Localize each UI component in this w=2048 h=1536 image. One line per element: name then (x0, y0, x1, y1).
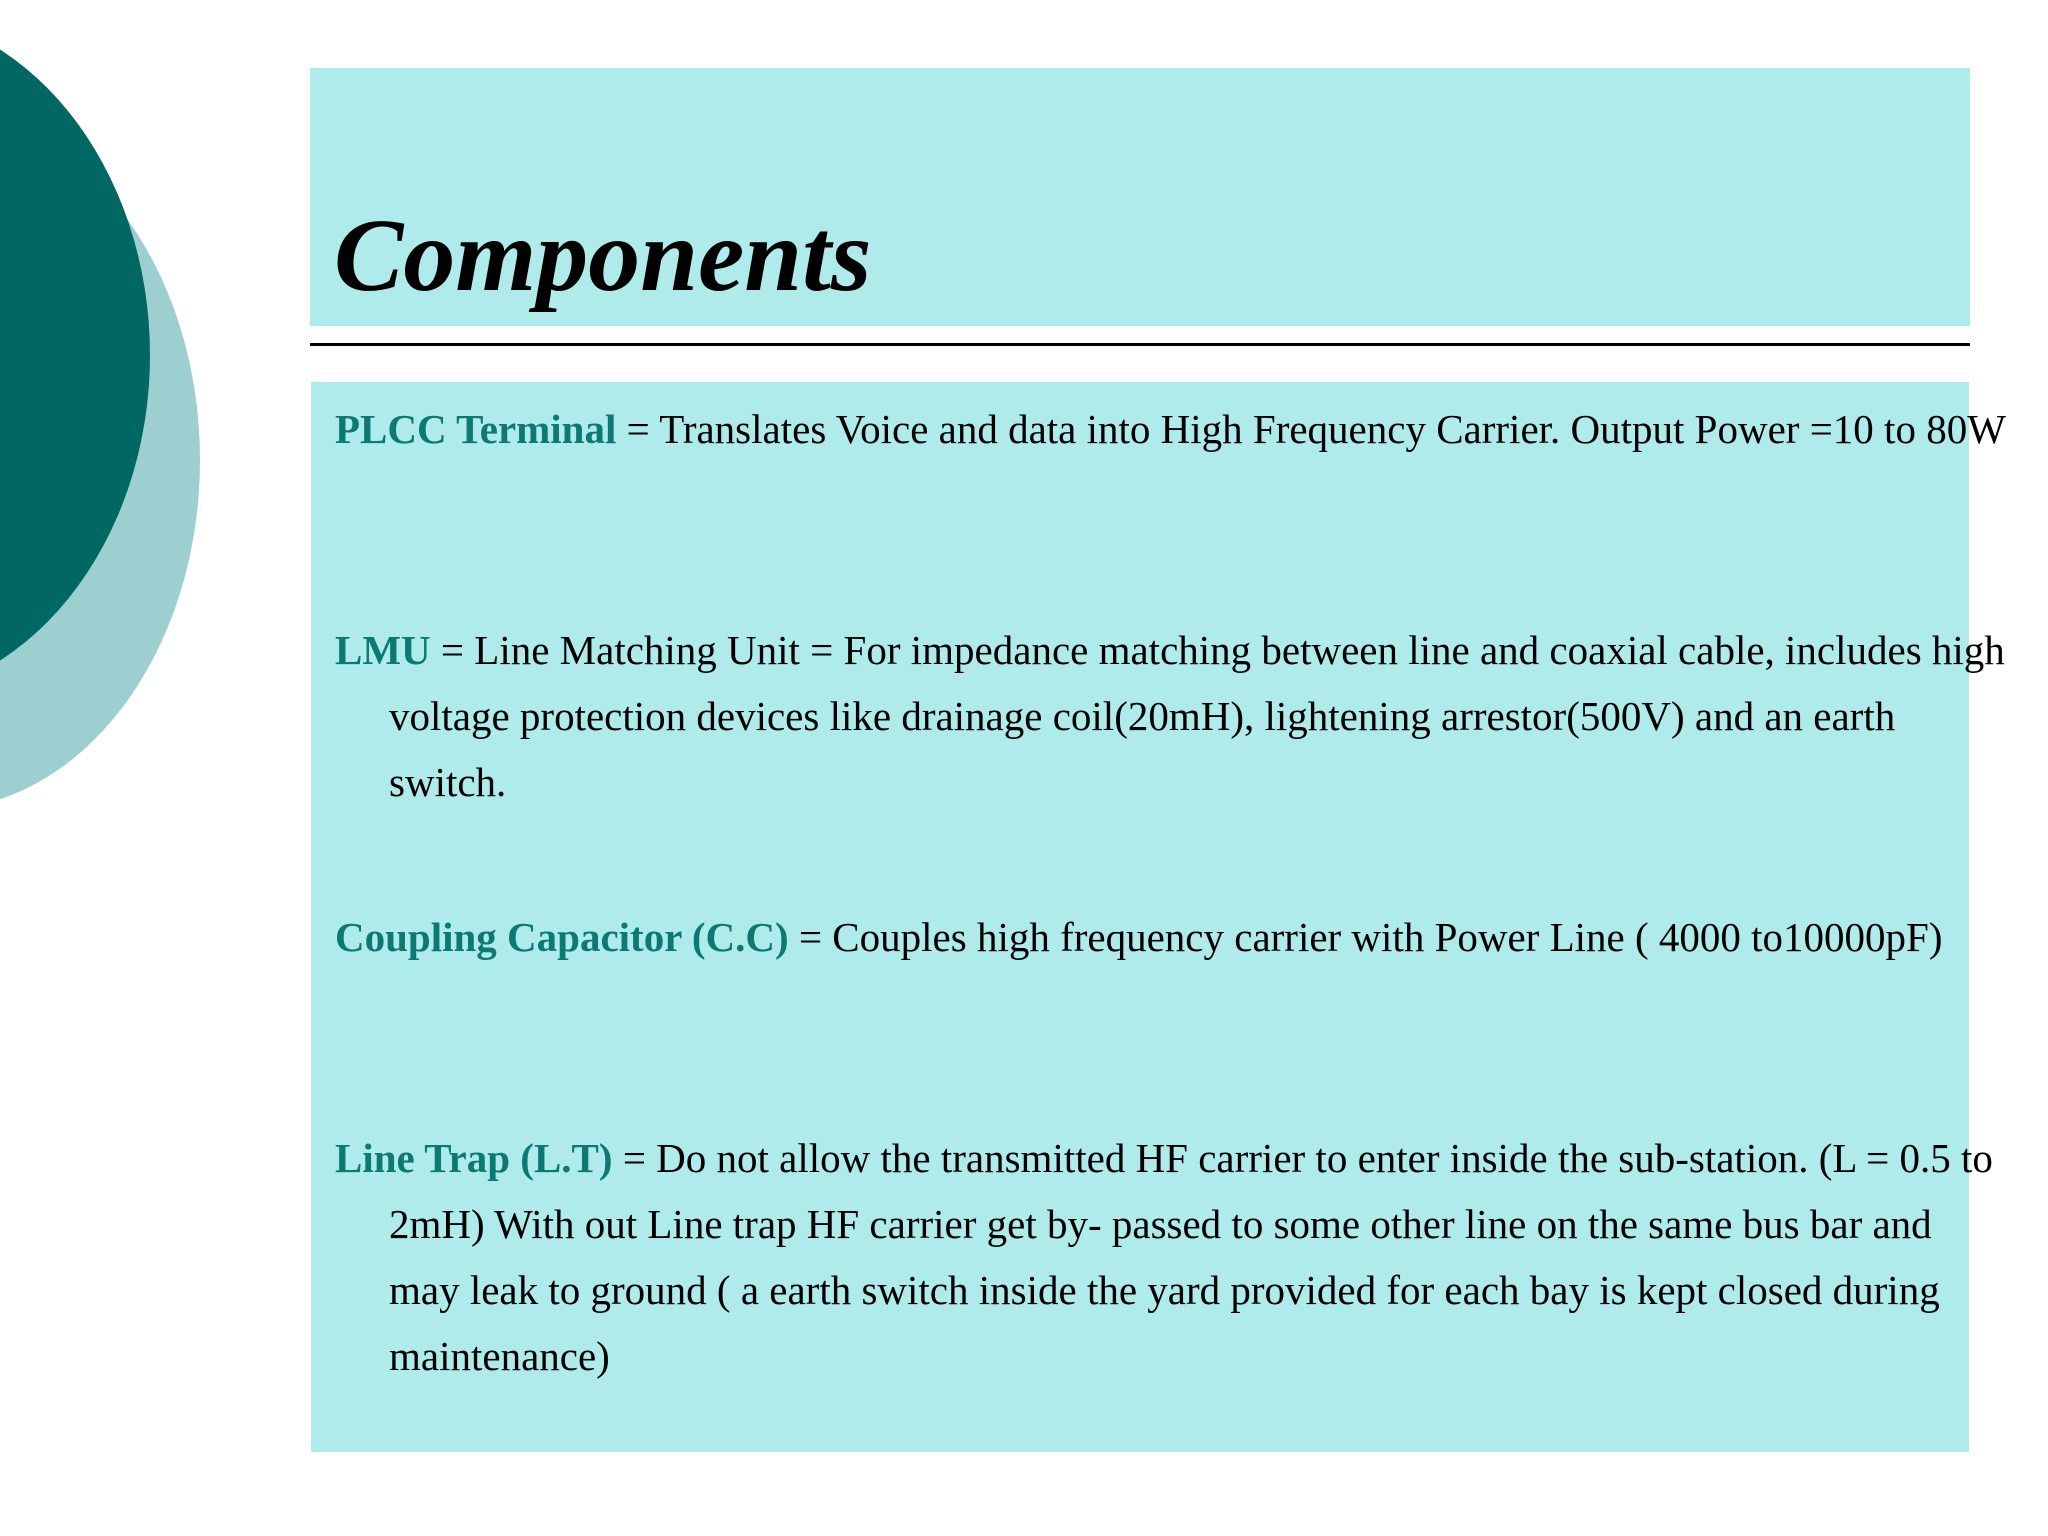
component-item-lmu (335, 617, 2009, 815)
component-description: = Do not allow the transmitted HF carrier to enter inside the sub-station. (L = 0.5 to 2mH) With out Line trap HF carrier get by- passed to some other line on the same bus bar and may leak to ground ( a earth switch inside the yard provided for each bay is kept closed during maintenance) (389, 1135, 1993, 1379)
component-description: = Line Matching Unit = For impedance matching between line and coaxial cable, includes high voltage protection devices like drainage coil(20mH), lightening arrestor(500V) and an earth switch. (389, 627, 2005, 805)
component-item-coupling-capacitor (335, 904, 2009, 970)
content-panel (311, 382, 2006, 1452)
title-divider (310, 343, 1970, 346)
component-description: = Translates Voice and data into High Frequency Carrier. Output Power =10 to 80W (616, 406, 2006, 452)
component-item-line-trap (335, 1125, 2009, 1389)
component-description: = Couples high frequency carrier with Power Line ( 4000 to10000pF) (788, 914, 1943, 960)
component-item-plcc-terminal (335, 396, 2009, 462)
component-term: PLCC Terminal (335, 406, 617, 452)
component-term: Coupling Capacitor (C.C) (335, 914, 789, 960)
component-term: LMU (335, 627, 431, 673)
title-panel (310, 68, 1970, 326)
slide-title: Components (334, 198, 872, 313)
component-term: Line Trap (L.T) (335, 1135, 613, 1181)
